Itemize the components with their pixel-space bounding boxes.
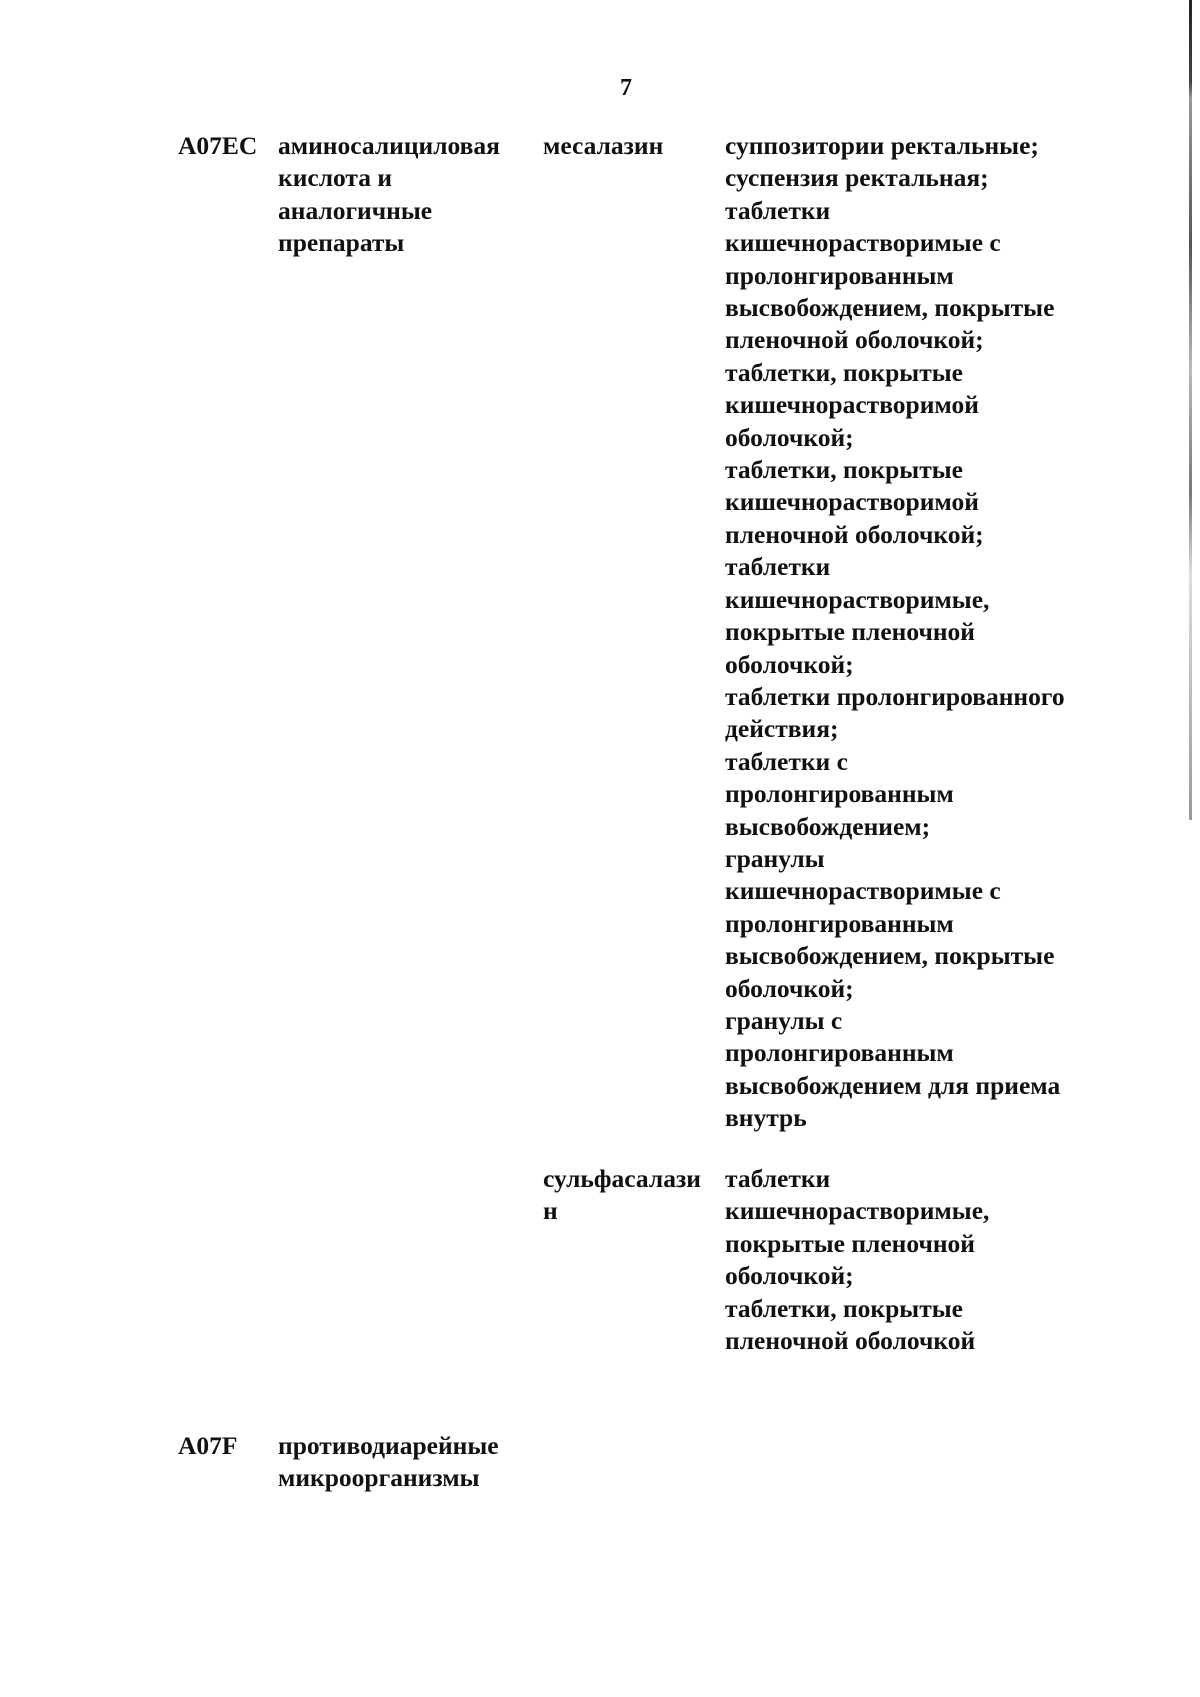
dosage-forms-cell: суппозитории ректальные; суспензия ректальная; таблетки кишечнорастворимые с пролонгированным высвобождением, покрытые пленочной оболочкой; таблетки, покрытые кишечнорастворимой оболочкой; таблетки, покрытые кишечнорастворимой пленочной оболочкой; таблетки кишечнорастворимые, покрытые пленочной оболочкой; таблетки пролонгированного действия; таблетки с пролонгированным высвобождением; гранулы кишечнорастворимые с пролонгированным высвобождением, покрытые оболочкой; гранулы с пролонгированным высвобождением для приема внутрь: [725, 131, 1065, 1133]
atc-group-cell: противодиарейные микроорганизмы: [278, 1431, 499, 1493]
drug-name-cell: сульфасалази н: [543, 1164, 701, 1226]
drug-name-cell: месалазин: [543, 131, 664, 160]
atc-code-cell: A07EC: [178, 131, 258, 160]
dosage-forms-cell: таблетки кишечнорастворимые, покрытые пленочной оболочкой; таблетки, покрытые пленочной оболочкой: [725, 1164, 990, 1356]
scan-edge-shadow: [1189, 0, 1192, 820]
atc-code-cell: A07F: [178, 1431, 238, 1460]
page-number: 7: [620, 75, 632, 101]
atc-group-cell: аминосалициловая кислота и аналогичные препараты: [278, 131, 500, 258]
